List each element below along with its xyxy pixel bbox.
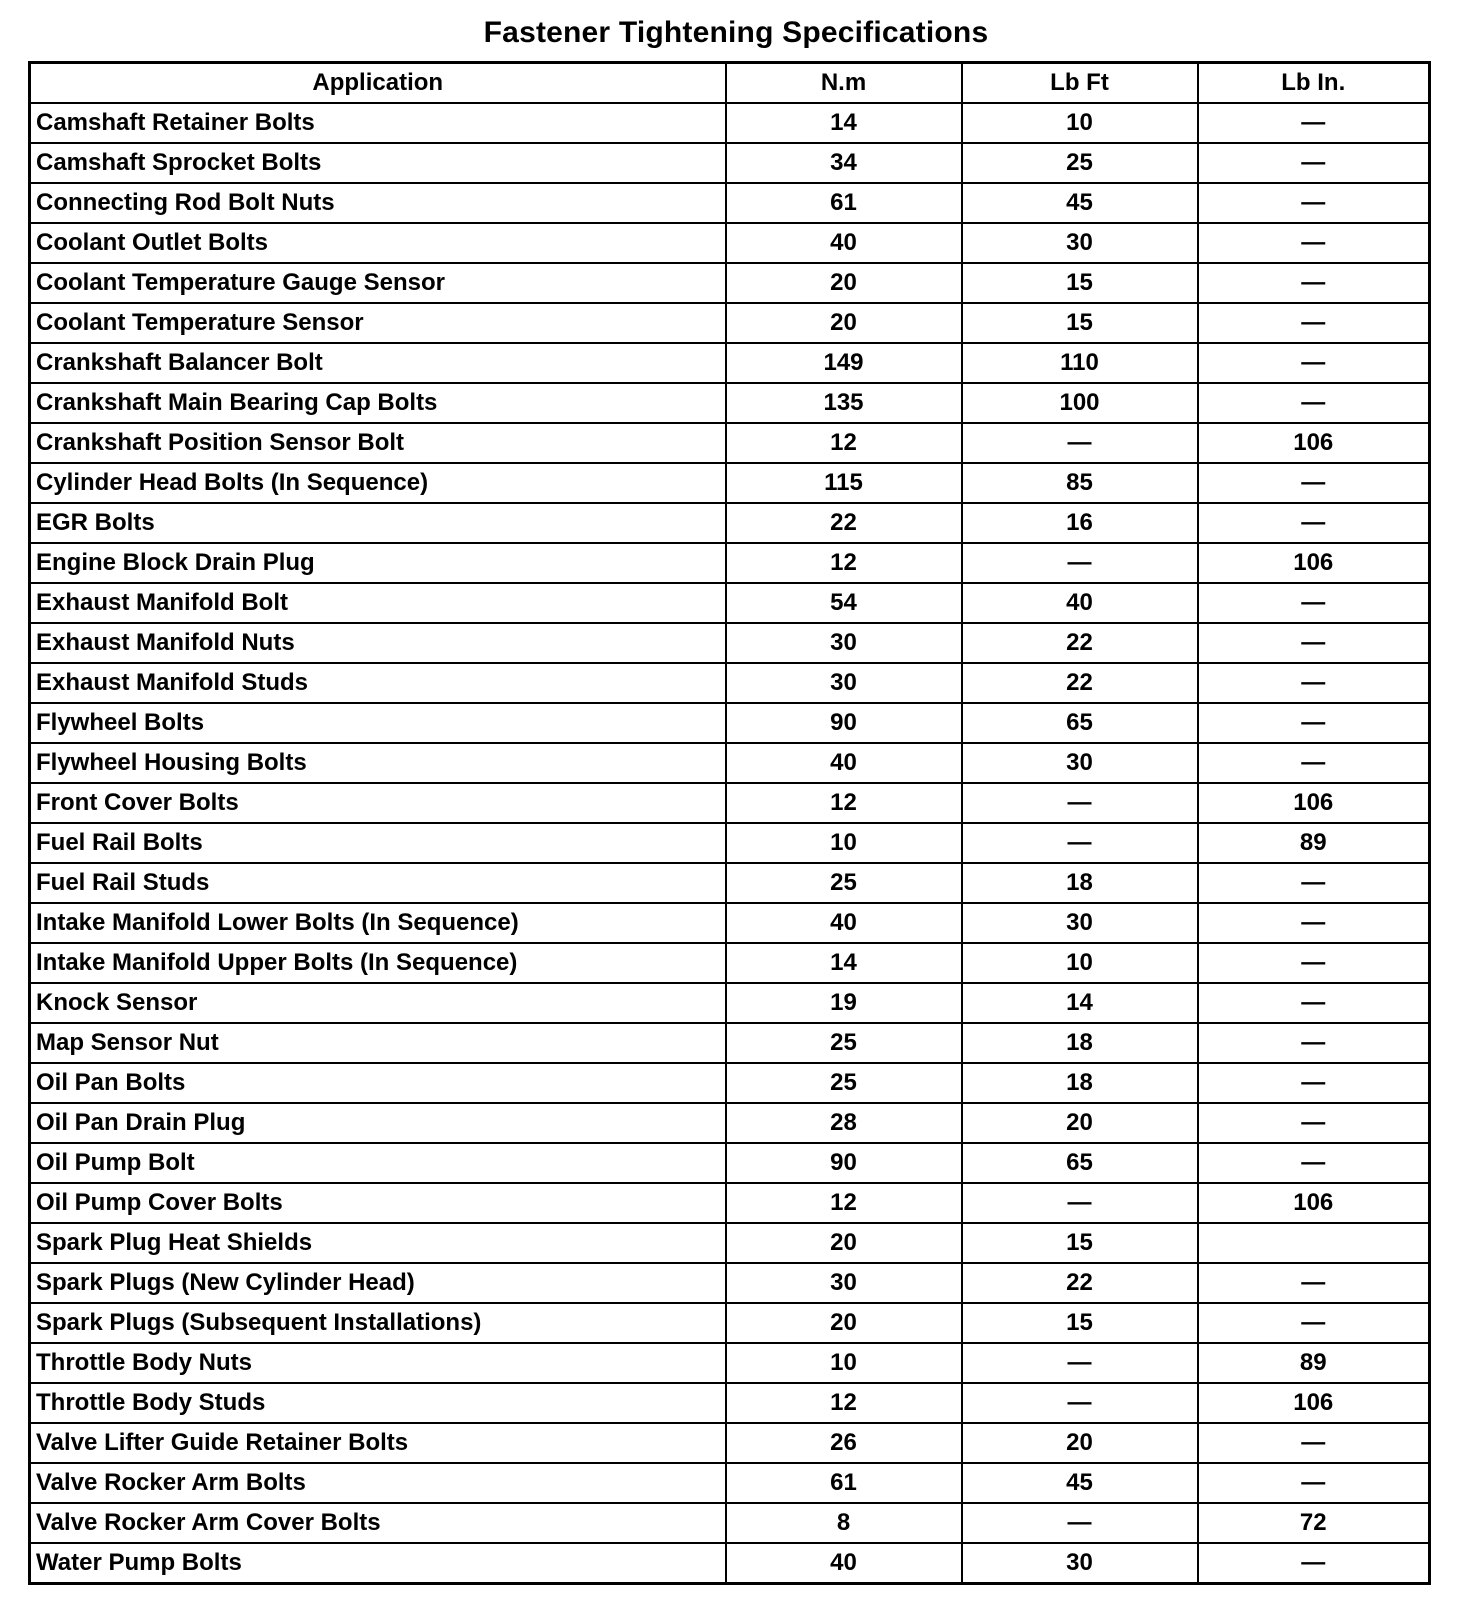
cell-lbft: — xyxy=(962,1503,1198,1543)
cell-lbft: 15 xyxy=(962,1303,1198,1343)
cell-lbft: 25 xyxy=(962,143,1198,183)
column-header-nm: N.m xyxy=(726,63,962,104)
cell-nm: 40 xyxy=(726,903,962,943)
cell-nm: 12 xyxy=(726,1383,962,1423)
cell-nm: 40 xyxy=(726,1543,962,1584)
cell-lbin: — xyxy=(1198,343,1430,383)
cell-lbin: — xyxy=(1198,1023,1430,1063)
cell-lbin: 106 xyxy=(1198,1383,1430,1423)
cell-lbin: 106 xyxy=(1198,783,1430,823)
cell-application: Intake Manifold Upper Bolts (In Sequence) xyxy=(30,943,726,983)
cell-nm: 54 xyxy=(726,583,962,623)
cell-lbin: 72 xyxy=(1198,1503,1430,1543)
cell-application: Valve Rocker Arm Cover Bolts xyxy=(30,1503,726,1543)
cell-lbin: 89 xyxy=(1198,823,1430,863)
cell-lbft: 22 xyxy=(962,1263,1198,1303)
cell-application: Exhaust Manifold Nuts xyxy=(30,623,726,663)
cell-lbft: 30 xyxy=(962,743,1198,783)
cell-lbin: — xyxy=(1198,1263,1430,1303)
table-row xyxy=(30,143,1430,183)
table-row xyxy=(30,1263,1430,1303)
cell-lbin: — xyxy=(1198,1103,1430,1143)
table-row xyxy=(30,1303,1430,1343)
cell-nm: 149 xyxy=(726,343,962,383)
cell-lbft: 15 xyxy=(962,1223,1198,1263)
cell-lbft: 20 xyxy=(962,1103,1198,1143)
table-row xyxy=(30,1503,1430,1543)
table-row xyxy=(30,863,1430,903)
cell-lbin: — xyxy=(1198,663,1430,703)
table-row xyxy=(30,583,1430,623)
cell-application: Crankshaft Balancer Bolt xyxy=(30,343,726,383)
cell-nm: 90 xyxy=(726,703,962,743)
column-header-application: Application xyxy=(30,63,726,104)
cell-application: Cylinder Head Bolts (In Sequence) xyxy=(30,463,726,503)
cell-application: Flywheel Bolts xyxy=(30,703,726,743)
cell-application: Camshaft Sprocket Bolts xyxy=(30,143,726,183)
cell-application: Oil Pan Drain Plug xyxy=(30,1103,726,1143)
cell-lbft: 22 xyxy=(962,623,1198,663)
cell-application: Oil Pump Cover Bolts xyxy=(30,1183,726,1223)
cell-application: Map Sensor Nut xyxy=(30,1023,726,1063)
cell-lbft: 10 xyxy=(962,943,1198,983)
cell-application: Knock Sensor xyxy=(30,983,726,1023)
cell-lbft: 45 xyxy=(962,1463,1198,1503)
cell-nm: 20 xyxy=(726,1223,962,1263)
cell-lbft: — xyxy=(962,423,1198,463)
cell-lbft: 110 xyxy=(962,343,1198,383)
cell-lbft: — xyxy=(962,543,1198,583)
cell-lbin: — xyxy=(1198,863,1430,903)
cell-lbin: 89 xyxy=(1198,1343,1430,1383)
table-row xyxy=(30,263,1430,303)
cell-lbft: 65 xyxy=(962,1143,1198,1183)
cell-lbin: — xyxy=(1198,383,1430,423)
cell-nm: 20 xyxy=(726,263,962,303)
cell-lbin xyxy=(1198,1223,1430,1263)
cell-application: Oil Pump Bolt xyxy=(30,1143,726,1183)
cell-nm: 61 xyxy=(726,183,962,223)
cell-lbin: — xyxy=(1198,223,1430,263)
column-header-lbft: Lb Ft xyxy=(962,63,1198,104)
cell-lbin: — xyxy=(1198,103,1430,143)
cell-lbft: 65 xyxy=(962,703,1198,743)
table-row xyxy=(30,1023,1430,1063)
cell-nm: 12 xyxy=(726,423,962,463)
cell-lbft: 18 xyxy=(962,863,1198,903)
cell-lbin: — xyxy=(1198,903,1430,943)
cell-lbin: 106 xyxy=(1198,423,1430,463)
cell-lbft: 45 xyxy=(962,183,1198,223)
cell-application: Front Cover Bolts xyxy=(30,783,726,823)
cell-nm: 22 xyxy=(726,503,962,543)
spec-table xyxy=(28,61,1431,1585)
table-row xyxy=(30,823,1430,863)
cell-lbft: 15 xyxy=(962,303,1198,343)
cell-application: Oil Pan Bolts xyxy=(30,1063,726,1103)
table-row xyxy=(30,423,1430,463)
cell-lbin: — xyxy=(1198,143,1430,183)
cell-application: Engine Block Drain Plug xyxy=(30,543,726,583)
page-title: Fastener Tightening Specifications xyxy=(483,16,989,49)
cell-application: Water Pump Bolts xyxy=(30,1543,726,1584)
cell-application: Spark Plugs (New Cylinder Head) xyxy=(30,1263,726,1303)
cell-application: Flywheel Housing Bolts xyxy=(30,743,726,783)
table-row xyxy=(30,183,1430,223)
cell-application: Connecting Rod Bolt Nuts xyxy=(30,183,726,223)
cell-lbin: — xyxy=(1198,983,1430,1023)
cell-lbin: — xyxy=(1198,463,1430,503)
cell-lbft: 14 xyxy=(962,983,1198,1023)
cell-nm: 25 xyxy=(726,1023,962,1063)
table-row xyxy=(30,463,1430,503)
cell-lbin: — xyxy=(1198,503,1430,543)
cell-lbft: 30 xyxy=(962,1543,1198,1584)
table-row xyxy=(30,1063,1430,1103)
cell-nm: 28 xyxy=(726,1103,962,1143)
cell-nm: 10 xyxy=(726,823,962,863)
cell-lbin: — xyxy=(1198,743,1430,783)
cell-nm: 14 xyxy=(726,943,962,983)
table-row xyxy=(30,743,1430,783)
table-row xyxy=(30,1143,1430,1183)
table-row xyxy=(30,903,1430,943)
cell-lbft: — xyxy=(962,823,1198,863)
cell-application: EGR Bolts xyxy=(30,503,726,543)
cell-lbft: 100 xyxy=(962,383,1198,423)
cell-lbin: — xyxy=(1198,1543,1430,1584)
table-row xyxy=(30,703,1430,743)
cell-lbft: 18 xyxy=(962,1023,1198,1063)
cell-nm: 12 xyxy=(726,1183,962,1223)
cell-lbin: — xyxy=(1198,1423,1430,1463)
header-row xyxy=(30,63,1430,104)
table-row xyxy=(30,383,1430,423)
table-row xyxy=(30,1223,1430,1263)
table-row xyxy=(30,983,1430,1023)
cell-application: Spark Plug Heat Shields xyxy=(30,1223,726,1263)
cell-lbft: — xyxy=(962,1183,1198,1223)
table-row xyxy=(30,543,1430,583)
cell-application: Exhaust Manifold Studs xyxy=(30,663,726,703)
column-header-lbin: Lb In. xyxy=(1198,63,1430,104)
cell-nm: 61 xyxy=(726,1463,962,1503)
cell-lbft: 30 xyxy=(962,223,1198,263)
table-row xyxy=(30,303,1430,343)
cell-lbin: — xyxy=(1198,943,1430,983)
cell-application: Fuel Rail Bolts xyxy=(30,823,726,863)
cell-application: Coolant Temperature Gauge Sensor xyxy=(30,263,726,303)
cell-nm: 115 xyxy=(726,463,962,503)
table-row xyxy=(30,1103,1430,1143)
cell-application: Coolant Temperature Sensor xyxy=(30,303,726,343)
cell-lbin: — xyxy=(1198,1063,1430,1103)
cell-application: Valve Lifter Guide Retainer Bolts xyxy=(30,1423,726,1463)
cell-lbft: 10 xyxy=(962,103,1198,143)
cell-application: Throttle Body Studs xyxy=(30,1383,726,1423)
cell-nm: 20 xyxy=(726,1303,962,1343)
table-row xyxy=(30,783,1430,823)
cell-lbft: 40 xyxy=(962,583,1198,623)
table-row xyxy=(30,343,1430,383)
cell-application: Camshaft Retainer Bolts xyxy=(30,103,726,143)
cell-lbin: 106 xyxy=(1198,1183,1430,1223)
cell-nm: 26 xyxy=(726,1423,962,1463)
cell-application: Spark Plugs (Subsequent Installations) xyxy=(30,1303,726,1343)
cell-lbft: 20 xyxy=(962,1423,1198,1463)
cell-nm: 12 xyxy=(726,783,962,823)
cell-application: Throttle Body Nuts xyxy=(30,1343,726,1383)
cell-application: Fuel Rail Studs xyxy=(30,863,726,903)
cell-lbft: 85 xyxy=(962,463,1198,503)
cell-nm: 12 xyxy=(726,543,962,583)
cell-lbin: — xyxy=(1198,183,1430,223)
cell-nm: 25 xyxy=(726,863,962,903)
cell-nm: 30 xyxy=(726,1263,962,1303)
cell-nm: 90 xyxy=(726,1143,962,1183)
cell-lbft: 15 xyxy=(962,263,1198,303)
cell-nm: 8 xyxy=(726,1503,962,1543)
table-row xyxy=(30,1463,1430,1503)
cell-application: Valve Rocker Arm Bolts xyxy=(30,1463,726,1503)
cell-application: Coolant Outlet Bolts xyxy=(30,223,726,263)
table-row xyxy=(30,103,1430,143)
cell-lbin: — xyxy=(1198,1303,1430,1343)
cell-nm: 30 xyxy=(726,623,962,663)
cell-nm: 135 xyxy=(726,383,962,423)
cell-nm: 40 xyxy=(726,743,962,783)
cell-application: Crankshaft Main Bearing Cap Bolts xyxy=(30,383,726,423)
cell-application: Crankshaft Position Sensor Bolt xyxy=(30,423,726,463)
cell-nm: 30 xyxy=(726,663,962,703)
cell-lbin: — xyxy=(1198,263,1430,303)
cell-lbin: — xyxy=(1198,303,1430,343)
cell-nm: 25 xyxy=(726,1063,962,1103)
table-row xyxy=(30,503,1430,543)
table-row xyxy=(30,223,1430,263)
cell-lbin: — xyxy=(1198,1143,1430,1183)
cell-nm: 40 xyxy=(726,223,962,263)
cell-nm: 10 xyxy=(726,1343,962,1383)
cell-nm: 34 xyxy=(726,143,962,183)
cell-lbin: — xyxy=(1198,583,1430,623)
table-row xyxy=(30,1543,1430,1584)
cell-nm: 20 xyxy=(726,303,962,343)
cell-lbft: 16 xyxy=(962,503,1198,543)
cell-lbin: — xyxy=(1198,623,1430,663)
table-body xyxy=(30,103,1430,1584)
cell-lbft: — xyxy=(962,783,1198,823)
cell-application: Exhaust Manifold Bolt xyxy=(30,583,726,623)
cell-nm: 19 xyxy=(726,983,962,1023)
cell-lbft: — xyxy=(962,1343,1198,1383)
cell-lbin: — xyxy=(1198,1463,1430,1503)
cell-lbin: — xyxy=(1198,703,1430,743)
cell-lbft: 22 xyxy=(962,663,1198,703)
cell-nm: 14 xyxy=(726,103,962,143)
cell-lbft: 30 xyxy=(962,903,1198,943)
table-row xyxy=(30,1423,1430,1463)
cell-lbft: 18 xyxy=(962,1063,1198,1103)
table-row xyxy=(30,1183,1430,1223)
table-row xyxy=(30,1383,1430,1423)
cell-lbin: 106 xyxy=(1198,543,1430,583)
table-row xyxy=(30,1343,1430,1383)
table-row xyxy=(30,623,1430,663)
table-row xyxy=(30,943,1430,983)
table-row xyxy=(30,663,1430,703)
cell-lbft: — xyxy=(962,1383,1198,1423)
cell-application: Intake Manifold Lower Bolts (In Sequence) xyxy=(30,903,726,943)
